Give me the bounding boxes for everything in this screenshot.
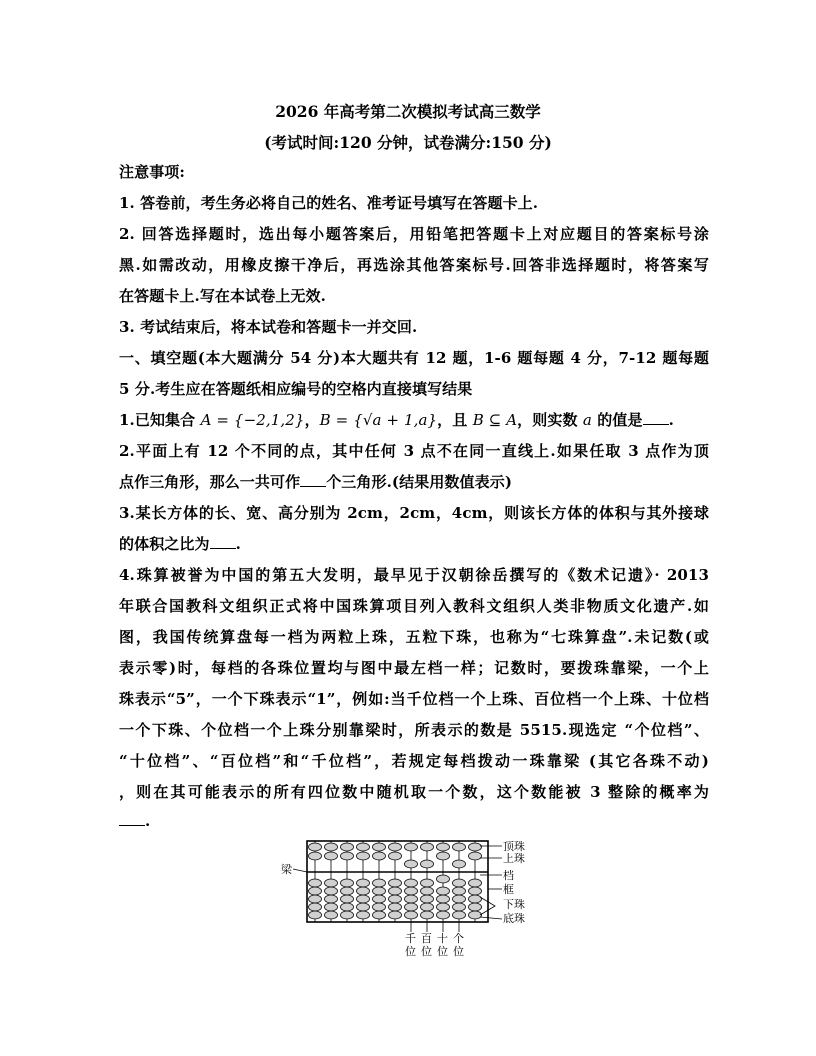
abacus-lower-bead <box>373 879 386 887</box>
abacus-upper-bead <box>389 852 402 860</box>
abacus-upper-bead <box>389 843 402 851</box>
q1-set-a: A = {−2,1,2} <box>200 411 305 429</box>
abacus-upper-bead <box>469 843 482 851</box>
abacus-lower-bead <box>469 911 482 919</box>
question-2-line-1: 2.平面上有 12 个不同的点，其中任何 3 点不在同一直线上.如果任取 3 点作为顶 <box>119 442 709 460</box>
abacus-upper-bead <box>405 843 418 851</box>
abacus-lower-bead <box>309 879 322 887</box>
question-4-line-3: 图，我国传统算盘每一档为两粒上珠，五粒下珠，也称为“七珠算盘”.未记数(或 <box>119 628 709 646</box>
abacus-lower-bead <box>453 903 466 911</box>
abacus-lower-bead <box>405 903 418 911</box>
answer-blank-4[interactable] <box>119 813 145 826</box>
abacus-lower-bead <box>405 895 418 903</box>
abacus-lower-bead <box>405 911 418 919</box>
exam-subtitle: (考试时间:120 分钟，试卷满分:150 分) <box>264 133 552 152</box>
q2-text-b: 个三角形.(结果用数值表示) <box>326 473 513 491</box>
abacus-lower-bead <box>421 879 434 887</box>
abacus-svg <box>280 835 540 960</box>
abacus-lower-bead <box>469 895 482 903</box>
abacus-lower-bead <box>373 911 386 919</box>
abacus-upper-bead <box>341 852 354 860</box>
question-4-line-6: 一个下珠、个位档一个上珠分别靠梁时，所表示的数是 5515.现选定 “个位档”、 <box>119 721 709 739</box>
col-tens-bottom: 位 <box>437 945 448 958</box>
abacus-lower-bead <box>437 911 450 919</box>
abacus-lower-bead <box>389 895 402 903</box>
label-rod: 档 <box>503 869 514 882</box>
answer-blank-1[interactable] <box>643 412 669 425</box>
beam-leader-line <box>293 869 307 872</box>
bottom-bead-leader <box>480 917 502 919</box>
question-2-line-2 <box>119 471 709 492</box>
abacus-lower-bead <box>341 911 354 919</box>
abacus-lower-bead <box>421 911 434 919</box>
col-ones-bottom: 位 <box>453 945 464 958</box>
abacus-lower-bead <box>373 895 386 903</box>
col-thousands-bottom: 位 <box>405 945 416 958</box>
question-4-line-7: “十位档”、“百位档”和“千位档”，若规定每档拨动一珠靠梁 (其它各珠不动) <box>119 752 709 770</box>
abacus-lower-bead <box>309 903 322 911</box>
abacus-lower-bead <box>357 895 370 903</box>
q1-prefix: 1.已知集合 <box>119 411 201 429</box>
label-upper-bead: 上珠 <box>503 852 525 865</box>
label-beam: 梁 <box>281 863 292 876</box>
abacus-lower-bead <box>309 895 322 903</box>
abacus-upper-bead <box>437 852 450 860</box>
q1-variable: a <box>582 411 592 429</box>
abacus-lower-bead <box>325 879 338 887</box>
abacus-lower-bead <box>437 875 450 883</box>
note-item-3: 3. 考试结束后，将本试卷和答题卡一并交回. <box>119 318 418 336</box>
abacus-lower-bead <box>389 887 402 895</box>
note-item-1: 1. 答卷前，考生务必将自己的姓名、准考证号填写在答题卡上. <box>119 194 539 212</box>
q3-text: 的体积之比为 <box>119 535 210 553</box>
abacus-beads <box>309 843 482 919</box>
q1-tail: ，则实数 <box>517 411 583 429</box>
notes-heading: 注意事项: <box>119 163 186 181</box>
abacus-lower-bead <box>469 887 482 895</box>
abacus-lower-bead <box>421 895 434 903</box>
label-top-bead: 顶珠 <box>503 840 525 853</box>
q1-condition: B ⊆ A <box>472 411 518 429</box>
abacus-lower-bead <box>453 887 466 895</box>
section-1-heading-line-1: 一、填空题(本大题满分 54 分)本大题共有 12 题，1-6 题每题 4 分，7-12 题每题 <box>119 349 709 367</box>
abacus-upper-bead <box>373 843 386 851</box>
abacus-lower-bead <box>389 879 402 887</box>
answer-blank-3[interactable] <box>210 536 236 549</box>
label-lower-bead: 下珠 <box>503 898 525 911</box>
question-3-line-1: 3.某长方体的长、宽、高分别为 2cm，2cm，4cm，则该长方体的体积与其外接球 <box>119 504 709 522</box>
abacus-lower-bead <box>469 903 482 911</box>
abacus-lower-bead <box>453 911 466 919</box>
col-hundreds-top: 百 <box>421 932 432 945</box>
abacus-lower-bead <box>373 887 386 895</box>
q2-text-a: 点作三角形，那么一共可作 <box>119 473 301 491</box>
col-hundreds-bottom: 位 <box>421 945 432 958</box>
col-ones-top: 个 <box>453 932 464 945</box>
abacus-lower-bead <box>341 895 354 903</box>
question-4-line-9: . <box>119 812 709 830</box>
abacus-upper-bead <box>469 852 482 860</box>
abacus-lower-bead <box>341 903 354 911</box>
abacus-lower-bead <box>389 911 402 919</box>
abacus-lower-bead <box>421 903 434 911</box>
abacus-upper-bead <box>325 843 338 851</box>
abacus-lower-bead <box>357 887 370 895</box>
abacus-lower-bead <box>389 903 402 911</box>
abacus-upper-bead <box>421 843 434 851</box>
question-4-line-1: 4.珠算被誉为中国的第五大发明，最早见于汉朝徐岳撰写的《数术记遗》· 2013 <box>119 566 709 584</box>
answer-blank-2[interactable] <box>300 474 326 487</box>
abacus-lower-bead <box>437 887 450 895</box>
abacus-lower-bead <box>405 887 418 895</box>
abacus-upper-bead <box>405 860 418 868</box>
abacus-upper-bead <box>357 852 370 860</box>
abacus-upper-bead <box>357 843 370 851</box>
note-item-2-line-1: 2. 回答选择题时，选出每小题答案后，用铅笔把答题卡上对应题目的答案标号涂 <box>119 225 709 243</box>
q1-separator: ， <box>304 411 320 429</box>
abacus-lower-bead <box>469 879 482 887</box>
col-tens-top: 十 <box>437 932 448 945</box>
exam-title: 2026 年高考第二次模拟考试高三数学 <box>275 102 541 121</box>
abacus-upper-bead <box>453 843 466 851</box>
abacus-lower-bead <box>309 911 322 919</box>
question-4-line-5: 珠表示“5”，一个下珠表示“1”，例如:当千位档一个上珠、百位档一个上珠、十位档 <box>119 690 709 708</box>
abacus-lower-bead <box>421 887 434 895</box>
q1-set-b: B = {√a + 1,a} <box>319 411 438 429</box>
abacus-lower-bead <box>325 903 338 911</box>
q1-end: 的值是 <box>591 411 643 429</box>
abacus-upper-bead <box>373 852 386 860</box>
abacus-upper-bead <box>325 852 338 860</box>
abacus-upper-bead <box>437 843 450 851</box>
abacus-upper-bead <box>421 860 434 868</box>
abacus-lower-bead <box>341 887 354 895</box>
col-thousands-top: 千 <box>405 932 416 945</box>
note-item-2-line-2: 黑.如需改动，用橡皮擦干净后，再选涂其他答案标号.回答非选择题时，将答案写 <box>119 256 709 274</box>
question-4-line-2: 年联合国教科文组织正式将中国珠算项目列入教科文组织人类非物质文化遗产.如 <box>119 597 709 615</box>
abacus-lower-bead <box>325 911 338 919</box>
abacus-lower-bead <box>325 887 338 895</box>
label-bottom-bead: 底珠 <box>503 912 525 925</box>
abacus-lower-bead <box>309 887 322 895</box>
abacus-upper-bead <box>309 843 322 851</box>
section-1-heading-line-2: 5 分.考生应在答题纸相应编号的空格内直接填写结果 <box>119 380 473 398</box>
abacus-lower-bead <box>437 903 450 911</box>
abacus-lower-bead <box>405 879 418 887</box>
abacus-lower-bead <box>437 895 450 903</box>
abacus-lower-bead <box>341 879 354 887</box>
abacus-figure <box>280 835 540 960</box>
q1-mid: ，且 <box>437 411 473 429</box>
question-4-line-4: 表示零)时，每档的各珠位置均与图中最左档一样；记数时，要拨珠靠梁，一个上 <box>119 659 709 677</box>
abacus-upper-bead <box>453 860 466 868</box>
note-item-2-line-3: 在答题卡上.写在本试卷上无效. <box>119 287 326 305</box>
abacus-lower-bead <box>325 895 338 903</box>
label-frame: 框 <box>503 883 514 896</box>
abacus-lower-bead <box>357 911 370 919</box>
question-3-line-2: 的体积之比为 . <box>119 535 241 553</box>
question-4-line-8: ，则在其可能表示的所有四位数中随机取一个数，这个数能被 3 整除的概率为 <box>119 783 709 801</box>
abacus-lower-bead <box>373 903 386 911</box>
abacus-lower-bead <box>453 879 466 887</box>
question-1: 1.已知集合 A = {−2,1,2}，B = {√a + 1,a}，且 B ⊆ A，则实数 a 的值是 . <box>119 411 674 429</box>
abacus-upper-bead <box>341 843 354 851</box>
abacus-lower-bead <box>453 895 466 903</box>
abacus-lower-bead <box>357 903 370 911</box>
abacus-upper-bead <box>309 852 322 860</box>
abacus-lower-bead <box>357 879 370 887</box>
